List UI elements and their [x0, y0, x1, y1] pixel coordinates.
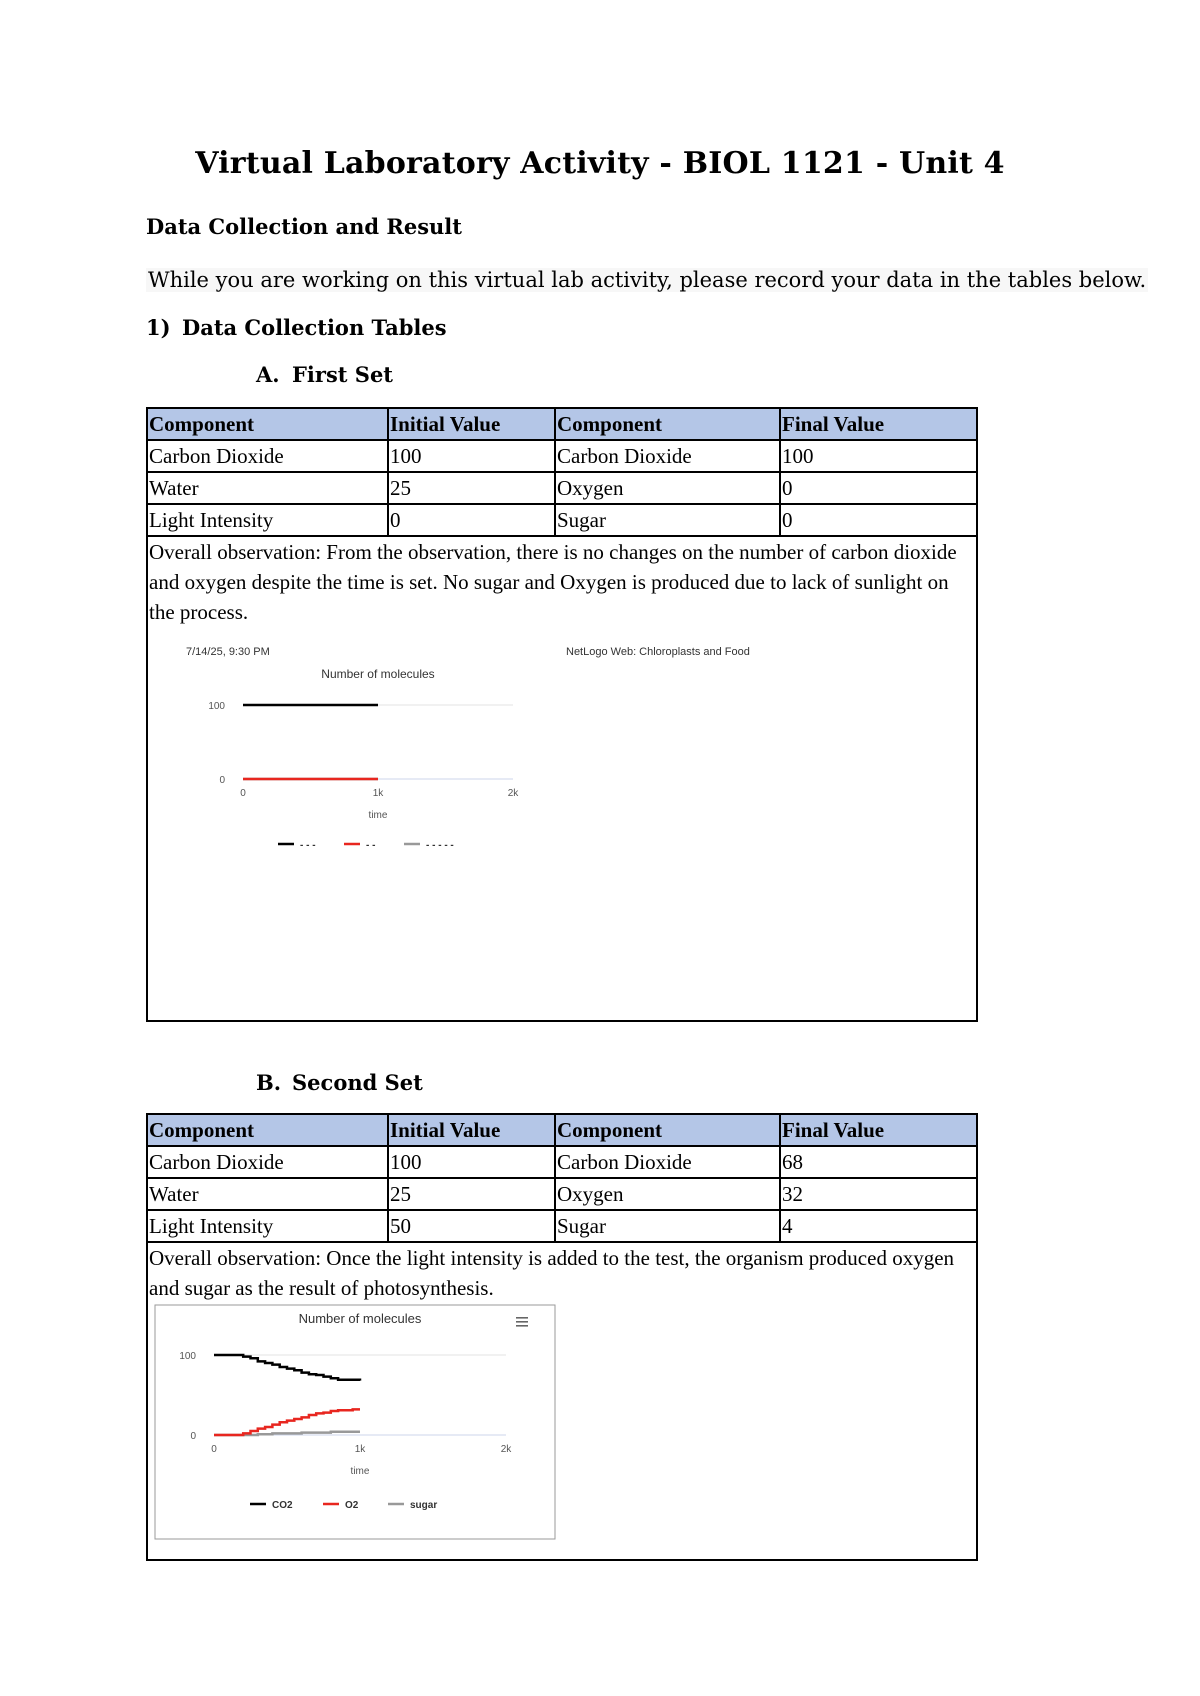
legend-label: sugar: [410, 1500, 438, 1511]
table-cell: 32: [782, 1182, 803, 1206]
x-axis-label: time: [368, 810, 388, 821]
table-cell: Water: [148, 1179, 389, 1209]
header-cell: Component: [148, 1115, 389, 1145]
table-row: [148, 1179, 976, 1211]
table-header-row: [148, 1115, 976, 1147]
x-tick-label: 2k: [500, 1444, 512, 1455]
table-cell: Carbon Dioxide: [556, 441, 781, 471]
table-cell: 4: [782, 1214, 793, 1238]
table-row: [148, 1211, 976, 1243]
legend-label: - - - - -: [426, 840, 454, 851]
section-number: 1): [146, 315, 171, 340]
header-cell: Final Value: [782, 412, 885, 436]
y-tick-label: 100: [179, 1351, 196, 1362]
x-tick-label: 1k: [354, 1444, 366, 1455]
table-cell: Light Intensity: [148, 505, 389, 535]
y-tick-label: 0: [219, 775, 225, 786]
table-row: [148, 441, 976, 473]
table-cell: Carbon Dioxide: [148, 441, 389, 471]
chart-title: Number of molecules: [298, 1311, 422, 1326]
table-cell: 25: [389, 473, 556, 503]
header-cell: Final Value: [782, 1118, 885, 1142]
table-cell: Light Intensity: [148, 1211, 389, 1241]
first-set-table: [146, 407, 978, 1022]
x-tick-label: 2k: [507, 788, 519, 799]
section-title: Data Collection Tables: [182, 315, 447, 340]
intro-paragraph: While you are working on this virtual lab activity, please record your data in the tables below.: [148, 268, 1147, 292]
x-axis-label: time: [350, 1466, 370, 1477]
print-date: 7/14/25, 9:30 PM: [186, 646, 270, 658]
table-cell: Oxygen: [556, 1179, 781, 1209]
header-cell: Component: [148, 409, 389, 439]
header-cell: Component: [556, 409, 781, 439]
subheading-label: First Set: [292, 362, 394, 387]
print-source: NetLogo Web: Chloroplasts and Food: [566, 646, 750, 658]
chart-title: Number of molecules: [321, 667, 435, 681]
subheading-letter: B.: [256, 1070, 282, 1095]
table-row: [148, 473, 976, 505]
table-row: [148, 1147, 976, 1179]
table-cell: 100: [389, 1147, 556, 1177]
table-cell: Carbon Dioxide: [556, 1147, 781, 1177]
second-set-chart-area: [148, 1303, 976, 1548]
document-title: Virtual Laboratory Activity - BIOL 1121 - Unit 4: [195, 146, 1005, 181]
table-cell: 68: [782, 1150, 803, 1174]
table-cell: 0: [782, 476, 793, 500]
table-cell: Carbon Dioxide: [148, 1147, 389, 1177]
section-1-heading: [146, 315, 447, 340]
first-set-chart-area: [148, 627, 976, 1032]
y-tick-label: 0: [190, 1431, 196, 1442]
observation-text: Overall observation: From the observation, there is no changes on the number of carbon dioxide and oxygen despite the time is set. No sugar and Oxygen is produced due to lack of sunlight on the process.: [149, 540, 957, 624]
x-tick-label: 0: [211, 1444, 217, 1455]
legend-label: O2: [345, 1500, 359, 1511]
table-cell: 100: [782, 444, 814, 468]
table-cell: Water: [148, 473, 389, 503]
legend-label: - -: [366, 840, 376, 851]
table-cell: 0: [389, 505, 556, 535]
observation-text: Overall observation: Once the light intensity is added to the test, the organism produced oxygen and sugar as the result of photosynthesis.: [149, 1246, 955, 1300]
subheading-letter: A.: [256, 362, 280, 387]
table-cell: Sugar: [556, 505, 781, 535]
table-header-row: [148, 409, 976, 441]
hamburger-menu-icon[interactable]: [516, 1317, 528, 1327]
table-cell: Sugar: [556, 1211, 781, 1241]
table-row: [148, 505, 976, 537]
table-cell: 100: [389, 441, 556, 471]
table-cell: 50: [389, 1211, 556, 1241]
x-tick-label: 0: [240, 788, 246, 799]
legend-label: - - -: [300, 840, 316, 851]
header-cell: Initial Value: [389, 409, 556, 439]
header-cell: Component: [556, 1115, 781, 1145]
x-tick-label: 1k: [372, 788, 384, 799]
subheading-label: Second Set: [292, 1070, 423, 1095]
section-heading: Data Collection and Result: [146, 214, 462, 239]
table-cell: 0: [782, 508, 793, 532]
y-tick-label: 100: [208, 701, 225, 712]
subheading-first-set: [256, 362, 393, 387]
second-set-table: [146, 1113, 978, 1561]
table-cell: Oxygen: [556, 473, 781, 503]
header-cell: Initial Value: [389, 1115, 556, 1145]
second-set-chart: [148, 1303, 976, 1543]
legend-label: CO2: [272, 1500, 293, 1511]
table-cell: 25: [389, 1179, 556, 1209]
subheading-second-set: [256, 1070, 423, 1095]
first-set-chart: [148, 627, 976, 1027]
